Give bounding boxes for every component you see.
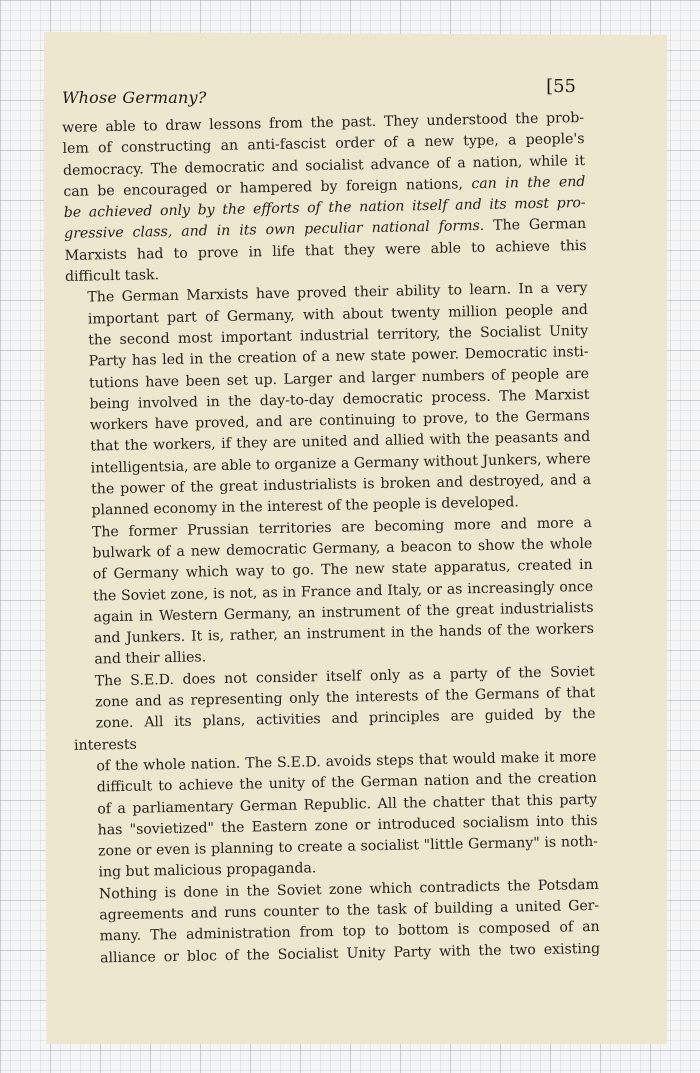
text-line: the power of the great industrialists is broken and destroyed, and a — [90, 471, 592, 498]
text-line: bulwark of a new democratic Germany, a beacon to show the whole — [92, 535, 593, 562]
text-line: has "sovietized" the Eastern zone or introduced socialism into this — [97, 812, 598, 839]
italic-segment: be achieved only by the efforts of the nation itself and its most pro- — [63, 195, 586, 222]
text-line: intelligentsia, are able to organize a Germany without Junkers, where — [90, 450, 591, 477]
text-line: zone or even is planning to create a socialist "little Germany" is noth- — [97, 833, 599, 860]
text-line: difficult task. — [64, 267, 160, 286]
running-title: Whose Germany? — [62, 88, 207, 107]
paragraph-2 — [65, 278, 591, 522]
text-line: many. The administration from top to bottom is composed of an — [99, 919, 600, 945]
text-line: were able to draw lessons from the past. They understood the prob- — [62, 109, 585, 136]
body-text — [62, 108, 600, 970]
text-line: democracy. The democratic and socialist advance of a nation, while it — [62, 152, 586, 179]
text-line: The S.E.D. does not consider itself only as a party of the Soviet — [94, 663, 595, 690]
text-line: tutions have been set up. Larger and larger numbers of people are — [88, 365, 590, 392]
text-line: The German Marxists have proved their ability to learn. In a very — [87, 280, 588, 306]
text-line: of Germany which way to go. The new state apparatus, created in — [92, 557, 593, 583]
text-line: the Soviet zone, is not, as in France and Italy, or as increasingly once — [93, 578, 594, 605]
text-line: difficult to achieve the unity of the German nation and the creation — [96, 770, 597, 796]
text-line: workers have proved, and are continuing to prove, to the Germans — [89, 408, 590, 434]
text-line: that the workers, if they are united and allied with the peasants and — [90, 429, 591, 455]
paragraph-1 — [62, 108, 587, 288]
text-line: ing but malicious propaganda. — [98, 860, 317, 881]
paragraph-4 — [73, 662, 599, 885]
text-line: Party has led in the creation of a new state power. Democratic insti- — [88, 344, 589, 370]
text-line: planned economy in the interest of the people is developed. — [91, 494, 519, 519]
text-line: again in Western Germany, an instrument of the great industrialists — [93, 599, 594, 626]
paragraph-5 — [77, 875, 601, 970]
page-header — [62, 76, 576, 107]
page-number: [55 — [546, 76, 576, 97]
text-line: alliance or bloc of the Socialist Unity Party with the two existing — [99, 940, 601, 966]
text-line: being involved in the day-to-day democratic process. The Marxist — [89, 386, 590, 413]
text-line: of a parliamentary German Republic. All the chatter that this party — [97, 791, 598, 817]
text-line: lem of constructing an anti-fascist order of a new type, a people's — [62, 131, 585, 158]
paragraph-3 — [70, 513, 595, 672]
text-line: of the whole nation. The S.E.D. avoids steps that would make it more — [96, 748, 597, 775]
text-line: and Junkers. It is, rather, an instrument in the hands of the workers — [93, 621, 595, 647]
italic-segment: can in the end — [471, 173, 586, 193]
text-line: zone. All its plans, activities and principles are guided by the interests — [73, 706, 596, 754]
text-line: important part of Germany, with about twenty million people and — [87, 301, 588, 328]
text-line: Nothing is done in the Soviet zone which contradicts the Potsdam — [98, 876, 599, 903]
text-segment: The German — [484, 216, 587, 235]
text-segment: can be encouraged or hampered by foreign nations, — [63, 176, 472, 200]
text-line: and their allies. — [94, 649, 207, 668]
text-line: agreements and runs counter to the task of building a united Ger- — [99, 897, 600, 924]
text-line: zone and as representing only the interests of the Germans of that — [95, 684, 596, 711]
text-line: The former Prussian territories are becoming more and more a — [91, 514, 593, 541]
italic-segment: gressive class, and in its own peculiar national forms. — [64, 218, 485, 243]
text-line: Marxists had to prove in life that they were able to achieve this — [64, 237, 587, 264]
text-line: the second most important industrial territory, the Socialist Unity — [88, 322, 589, 349]
